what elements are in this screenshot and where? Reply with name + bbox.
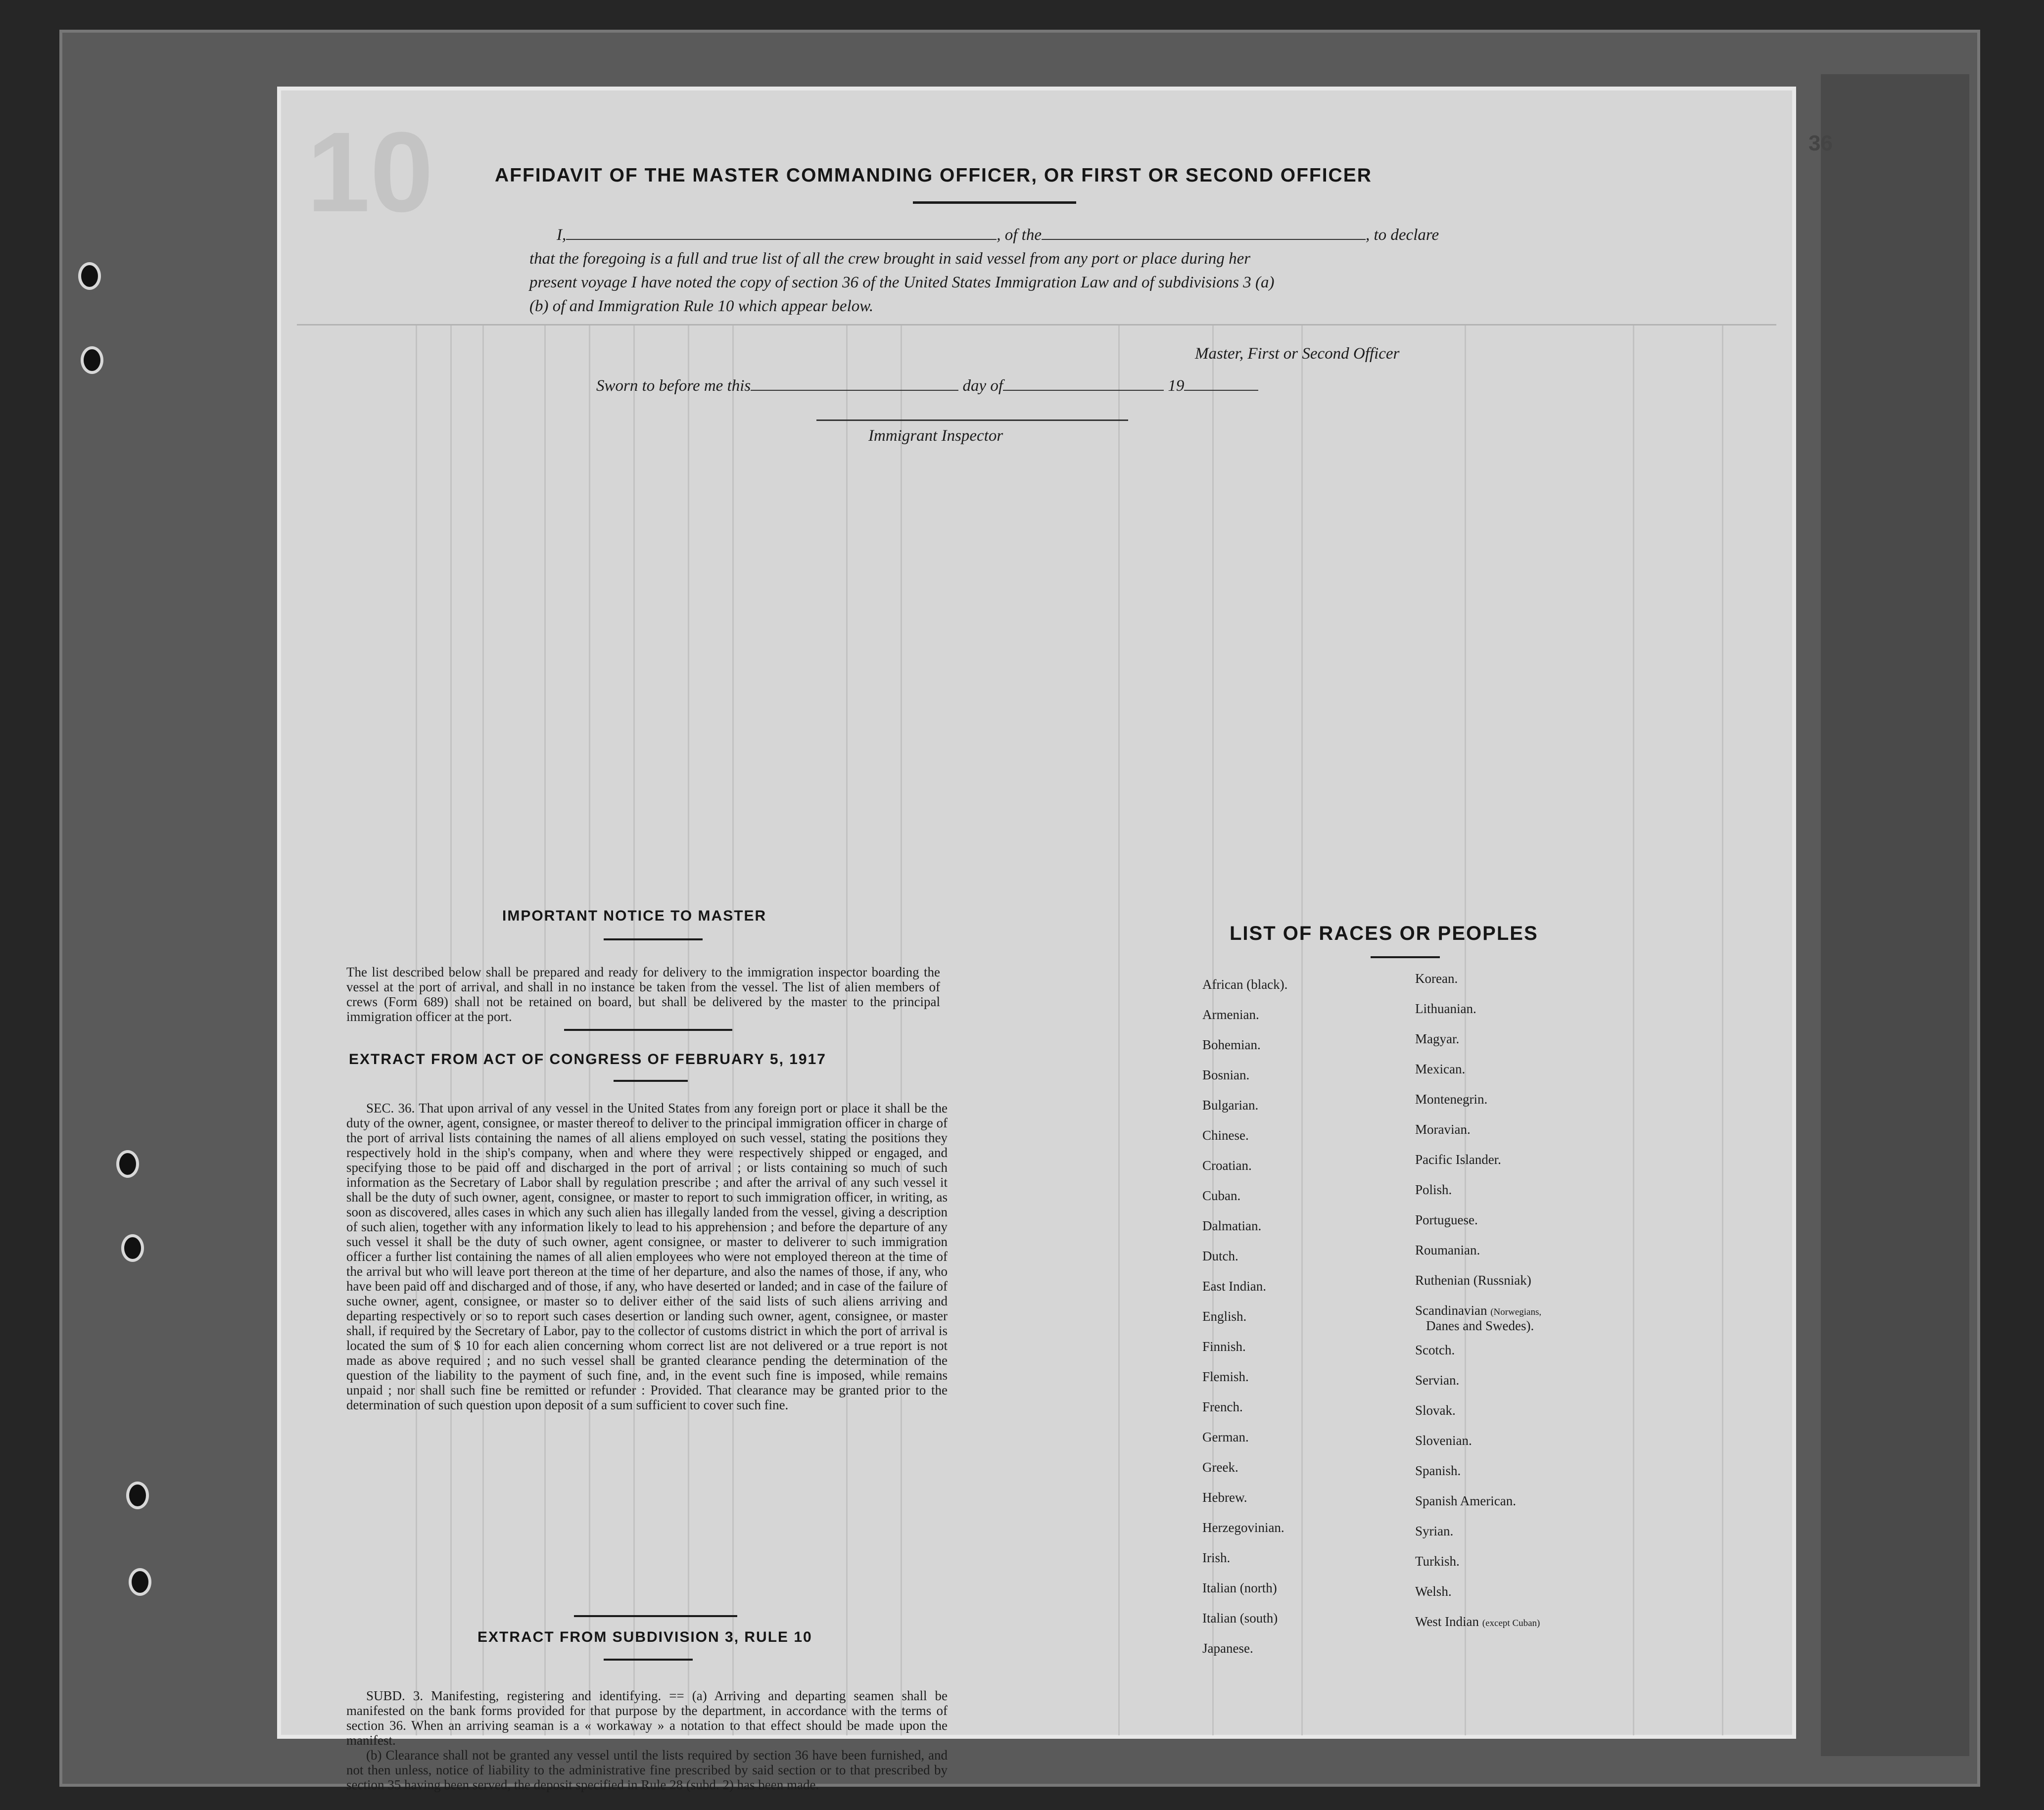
act-end-rule — [574, 1615, 737, 1617]
notice-end-rule — [564, 1029, 732, 1031]
races-right-column — [1415, 971, 1541, 1644]
rule-subd-a: SUBD. 3. Manifesting, registering and identifying. == (a) Arriving and departing seamen shall be manifested on the bank forms provided for that purpose by the department, in accordance with the terms of section 36. When an arriving seaman is a « workaway » a notation to that effect should be made upon the manifest. — [346, 1688, 948, 1748]
race-item: Finnish. — [1202, 1339, 1246, 1354]
page-number: 36 — [1808, 131, 1833, 155]
race-item: Welsh. — [1415, 1584, 1452, 1599]
race-item: Scotch. — [1415, 1343, 1455, 1357]
bleed-through-table — [297, 324, 1776, 1735]
race-item: Spanish. — [1415, 1463, 1461, 1478]
affidavit-line-2: that the foregoing is a full and true list of all the crew brought in said vessel from any port or place during her — [529, 250, 1251, 268]
affidavit-sheet — [277, 87, 1833, 1792]
notice-title: IMPORTANT NOTICE TO MASTER — [502, 908, 767, 924]
act-extract-text: SEC. 36. That upon arrival of any vessel in the United States from any foreign port or place it shall be the duty of the owner, agent, consignee, or master thereof to deliver to the principal immigration officer in charge of the port of arrival lists containing the names of all aliens employed on such vessel, stating the positions they respectively hold in the ship's company, when and where they were respectively shipped or engaged, and specifying those to be paid off and discharged in the port of arrival ; or lists containing so much of such information as the Secretary of Labor shall by regulation prescribe ; and after the arrival of any such vessel it shall be the duty of such owner, agent, consignee, or master to report to such immigration officer, in writing, as soon as discovered, alles cases in which any such alien has illegally landed from the vessel, giving a description of such alien, together with any information likely to lead to his apprehension ; and before the departure of any such vessel it shall be the duty of such owner, agent consignee, or master to deliverer to such immigration officer a further list containing the names of all alien employees who were not employed thereon at the time of the arrival but who will leave port thereon at the time of her departure, and also the names of those, if any, who have been paid off and discharged and of those, if any, who have deserted or landed; and in case of the failure of suche owner, agent, consignee, or master so to deliver either of the said lists of such aliens arriving and departing respectively or so to report such cases desertion or landing such owner, agent, consignee, or master shall, if required by the Secretary of Labor, pay to the collector of customs district in which the port of arrival is located the sum of $ 10 for each alien concerning whom correct list are not delivered or a true report is not made as above required ; and no such vessel shall be granted clearance pending the determination of the question of the liability to the payment of such fine, and, in the event such fine is imposed, while remains unpaid ; nor shall such fine be remitted or refunder : Provided. That clearance may be granted prior to the determination of such question upon deposit of a sum sufficient to cover such fine. — [346, 1101, 948, 1412]
act-extract-rule — [614, 1080, 688, 1082]
affidavit-title: AFFIDAVIT OF THE MASTER COMMANDING OFFICER, OR FIRST OR SECOND OFFICER — [495, 165, 1372, 186]
race-item: Pacific Islander. — [1415, 1152, 1501, 1167]
rule-extract-rule — [604, 1659, 693, 1661]
race-item: Armenian. — [1202, 1007, 1259, 1022]
race-item: Italian (south) — [1202, 1611, 1278, 1625]
inspector-label: Immigrant Inspector — [868, 427, 1003, 445]
race-item: Flemish. — [1202, 1369, 1249, 1384]
binder-hole-icon — [129, 1568, 151, 1596]
race-item: Dalmatian. — [1202, 1218, 1262, 1233]
race-item: Spanish American. — [1415, 1493, 1516, 1508]
rule-extract-title: EXTRACT FROM SUBDIVISION 3, RULE 10 — [477, 1629, 812, 1645]
race-item: Syrian. — [1415, 1524, 1454, 1538]
binder-hole-icon — [126, 1482, 149, 1509]
race-item: Bohemian. — [1202, 1037, 1261, 1052]
race-item: Slovak. — [1415, 1403, 1456, 1418]
race-item: English. — [1202, 1309, 1247, 1324]
race-item: Bulgarian. — [1202, 1098, 1259, 1113]
binder-hole-icon — [78, 262, 101, 290]
binder-hole-icon — [121, 1234, 144, 1262]
title-rule — [913, 201, 1076, 204]
race-item: Portuguese. — [1415, 1212, 1478, 1227]
race-item-west-indian: West Indian (except Cuban) — [1415, 1614, 1540, 1629]
race-item: Croatian. — [1202, 1158, 1252, 1173]
master-signature-label: Master, First or Second Officer — [1195, 345, 1400, 363]
race-item: Greek. — [1202, 1460, 1238, 1475]
notice-rule — [604, 938, 703, 940]
race-item: Montenegrin. — [1415, 1092, 1488, 1107]
race-item: Dutch. — [1202, 1249, 1238, 1263]
race-item: Hebrew. — [1202, 1490, 1247, 1505]
race-item: Lithuanian. — [1415, 1001, 1476, 1016]
race-item: German. — [1202, 1430, 1249, 1444]
races-rule — [1371, 956, 1440, 958]
binder-hole-icon — [116, 1150, 139, 1178]
race-item: Japanese. — [1202, 1641, 1253, 1656]
notice-text: The list described below shall be prepared and ready for delivery to the immigration inspector boarding the vessel at the port of arrival, and shall in no instance be taken from the vessel. The list of alien members of crews (Form 689) shall not be retained on board, but shall be delivered by the master to the principal immigration officer at the port. — [346, 965, 940, 1024]
act-extract-title: EXTRACT FROM ACT OF CONGRESS OF FEBRUARY 5, 1917 — [349, 1051, 826, 1067]
binder-hole-icon — [81, 346, 103, 374]
race-item: Mexican. — [1415, 1062, 1466, 1076]
race-item: Servian. — [1415, 1373, 1460, 1388]
race-item: Korean. — [1415, 971, 1458, 986]
race-item: Slovenian. — [1415, 1433, 1472, 1448]
race-item: Roumanian. — [1415, 1243, 1480, 1257]
affidavit-line-1: I, , of the , to declare — [557, 226, 1439, 244]
rule-extract-text — [346, 1688, 948, 1792]
race-item: East Indian. — [1202, 1279, 1266, 1294]
race-item: Chinese. — [1202, 1128, 1249, 1143]
races-title: LIST OF RACES OR PEOPLES — [1230, 923, 1538, 944]
inspector-signature-line — [816, 419, 1128, 421]
race-item: Irish. — [1202, 1550, 1231, 1565]
race-item: Herzegovinian. — [1202, 1520, 1284, 1535]
race-item: Ruthenian (Russniak) — [1415, 1273, 1531, 1288]
affidavit-line-4: (b) of and Immigration Rule 10 which appear below. — [529, 297, 874, 315]
race-item: French. — [1202, 1399, 1243, 1414]
race-item: Polish. — [1415, 1182, 1452, 1197]
race-item: African (black). — [1202, 977, 1288, 992]
race-item: Bosnian. — [1202, 1067, 1250, 1082]
ledger-edge — [1821, 74, 1969, 1756]
race-item: Cuban. — [1202, 1188, 1241, 1203]
sworn-line: Sworn to before me this day of 19 — [596, 377, 1258, 395]
race-item: Magyar. — [1415, 1031, 1460, 1046]
affidavit-line-3: present voyage I have noted the copy of section 36 of the United States Immigration Law and of subdivisions 3 (a) — [529, 274, 1275, 291]
bleed-through-number: 10 — [307, 108, 433, 235]
race-item-scandinavian: Scandinavian (Norwegians, Danes and Swedes). — [1415, 1303, 1542, 1333]
rule-subd-b: (b) Clearance shall not be granted any vessel until the lists required by section 36 have been furnished, and not then unless, notice of liability to the administrative fine prescribed by said section or to that prescribed by section 35 having been served, the deposit specified in Rule 28 (subd. 2) has been made. — [346, 1748, 948, 1792]
races-left-column — [1202, 977, 1287, 1671]
race-item: Moravian. — [1415, 1122, 1471, 1137]
race-item: Italian (north) — [1202, 1580, 1277, 1595]
race-item: Turkish. — [1415, 1554, 1460, 1569]
